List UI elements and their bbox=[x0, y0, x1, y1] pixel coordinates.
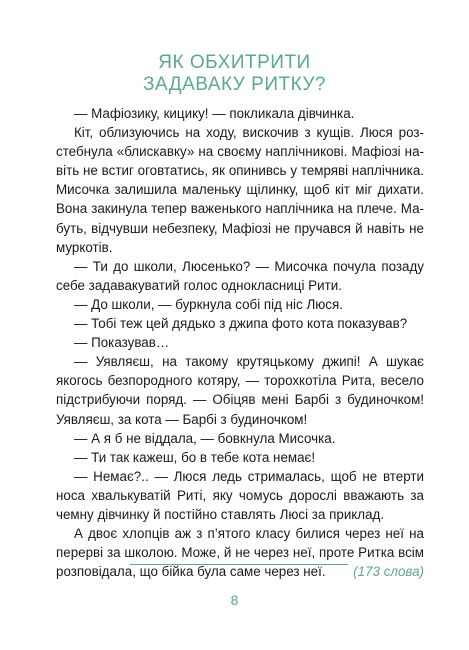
paragraph-last-text: А двоє хлопців аж з п’ятого класу билися через неї на перерві за школою. Може, й не через неї, проте Ритка всім розповідала, що бійка була саме через неї. bbox=[56, 526, 424, 580]
paragraph: — До школи, — буркнула собі під ніс Люся. bbox=[74, 296, 343, 312]
paragraph: — Мафіозику, кицику! — покликала дівчинка. bbox=[74, 106, 355, 121]
paragraph: — Ти так кажеш, бо в тебе кота немає! bbox=[74, 449, 316, 465]
paragraph: — Показував… bbox=[74, 335, 170, 351]
paragraph: — Ти до школи, Люсенько? — Мисочка почула позаду себе задавакуватий голос однокласниці Рити. bbox=[56, 258, 424, 293]
page-number: 8 bbox=[230, 592, 239, 608]
word-count: (173 слова) bbox=[353, 564, 424, 580]
paragraph: Кіт, облизуючись на ходу, вискочив з кущів. Люся розстебнула «блискавку» на своєму наплічникові. Мафіозі навіть не встиг оговтатись, як опинивсь у темряві наплічника. Мисочка залишила маленьку щілинку, щоб кіт міг дихати. Вона закинула тепер важенького наплічника на плече. Мабуть, відчувши небезпеку, Мафіозі не пручався й навіть не муркотів. bbox=[56, 125, 424, 255]
page-title bbox=[0, 52, 469, 96]
divider-line bbox=[130, 564, 348, 565]
story-text bbox=[56, 104, 424, 581]
paragraph: — Тобі теж цей дядько з джипа фото кота показував? bbox=[74, 316, 408, 332]
title-line-2: ЗАДАВАКУ РИТКУ? bbox=[142, 74, 327, 95]
paragraph-last bbox=[56, 524, 424, 581]
paragraph: — Уявляєш, на такому крутяцькому джипі! А шукає якогось безпородного котяру, — торохкотіла Рита, весело підстрибуючи поряд. — Обіцяв мені Барбі з будиночком! Уявляєш, за кота — Барбі з будиночком! bbox=[56, 354, 424, 427]
paragraph: — А я б не віддала, — бовкнула Мисочка. bbox=[74, 430, 336, 446]
title-line-1: ЯК ОБХИТРИТИ bbox=[158, 52, 311, 73]
paragraph: — Немає?.. — Люся ледь стрималась, щоб не втерти носа хвалькуватій Риті, яку чомусь дорослі вважають за чемну дівчинку й постійно ставлять Люсі за приклад. bbox=[56, 468, 424, 522]
